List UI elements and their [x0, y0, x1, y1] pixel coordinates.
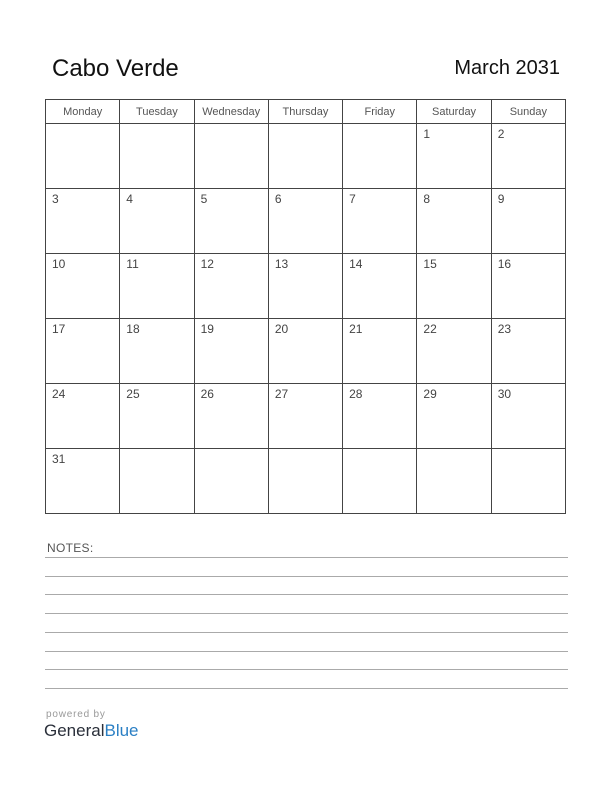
day-cell[interactable]: [417, 319, 491, 384]
day-number: 2: [497, 127, 505, 141]
note-line: [45, 669, 568, 670]
day-cell[interactable]: [194, 449, 268, 514]
day-number: 17: [52, 322, 66, 336]
day-number: 3: [52, 192, 59, 206]
calendar-grid: [45, 99, 566, 514]
day-cell[interactable]: [417, 124, 491, 189]
day-cell[interactable]: [491, 319, 565, 384]
day-number: 23: [497, 322, 512, 336]
day-number: 25: [126, 387, 140, 401]
day-number: 15: [423, 257, 437, 271]
day-cell[interactable]: [120, 449, 194, 514]
day-cell[interactable]: [417, 449, 491, 514]
powered-by-text: powered by: [46, 709, 106, 720]
day-number: 21: [349, 322, 363, 336]
day-cell[interactable]: [120, 384, 194, 449]
week-row: [46, 449, 566, 514]
day-number: 5: [200, 192, 208, 206]
day-cell[interactable]: [46, 124, 120, 189]
notes-label: NOTES:: [47, 541, 94, 555]
day-number: 24: [52, 387, 66, 401]
day-cell[interactable]: [343, 449, 417, 514]
weekday-monday: Monday: [46, 100, 120, 124]
weekday-friday: Friday: [343, 100, 417, 124]
day-cell[interactable]: [46, 384, 120, 449]
week-row: [46, 124, 566, 189]
note-line: [45, 613, 568, 614]
day-number: 16: [497, 257, 512, 271]
day-cell[interactable]: [491, 189, 565, 254]
day-number: 8: [423, 192, 431, 206]
week-row: [46, 254, 566, 319]
day-cell[interactable]: [491, 449, 565, 514]
day-cell[interactable]: [268, 384, 342, 449]
day-cell[interactable]: [120, 124, 194, 189]
day-cell[interactable]: [491, 124, 565, 189]
day-cell[interactable]: [417, 189, 491, 254]
day-number: 27: [274, 387, 289, 401]
note-line: [45, 632, 568, 633]
day-number: 28: [349, 387, 363, 401]
weekday-saturday: Saturday: [417, 100, 491, 124]
weekday-wednesday: Wednesday: [194, 100, 268, 124]
day-number: 13: [274, 257, 289, 271]
week-row: [46, 319, 566, 384]
day-cell[interactable]: [268, 319, 342, 384]
day-number: 29: [423, 387, 437, 401]
day-cell[interactable]: [343, 319, 417, 384]
day-cell[interactable]: [46, 254, 120, 319]
day-cell[interactable]: [120, 189, 194, 254]
day-number: 22: [423, 322, 437, 336]
day-cell[interactable]: [268, 124, 342, 189]
day-cell[interactable]: [46, 189, 120, 254]
day-cell[interactable]: [194, 384, 268, 449]
day-number: 30: [497, 387, 512, 401]
day-cell[interactable]: [343, 124, 417, 189]
day-cell[interactable]: [343, 254, 417, 319]
note-line: [45, 594, 568, 595]
day-number: 4: [126, 192, 133, 206]
day-cell[interactable]: [491, 254, 565, 319]
day-cell[interactable]: [417, 384, 491, 449]
day-number: 14: [349, 257, 363, 271]
day-number: 11: [126, 257, 139, 271]
weekday-header-row: [46, 100, 566, 124]
day-number: 6: [274, 192, 282, 206]
day-number: 12: [200, 257, 214, 271]
day-cell[interactable]: [194, 254, 268, 319]
day-cell[interactable]: [46, 449, 120, 514]
month-year-title: March 2031: [454, 57, 560, 79]
weekday-tuesday: Tuesday: [120, 100, 194, 124]
day-cell[interactable]: [194, 319, 268, 384]
day-cell[interactable]: [343, 384, 417, 449]
day-number: 7: [349, 192, 356, 206]
day-number: 20: [274, 322, 289, 336]
day-cell[interactable]: [46, 319, 120, 384]
weekday-thursday: Thursday: [268, 100, 342, 124]
day-number: 10: [52, 257, 66, 271]
brand-general: General: [44, 721, 105, 740]
day-cell[interactable]: [417, 254, 491, 319]
week-row: [46, 189, 566, 254]
day-cell[interactable]: [268, 254, 342, 319]
day-cell[interactable]: [343, 189, 417, 254]
day-cell[interactable]: [268, 449, 342, 514]
day-number: 1: [423, 127, 431, 141]
day-number: 31: [52, 452, 66, 466]
brand-blue: Blue: [104, 721, 139, 740]
day-number: 9: [497, 192, 505, 206]
note-line: [45, 688, 568, 689]
day-cell[interactable]: [194, 124, 268, 189]
day-cell[interactable]: [268, 189, 342, 254]
weekday-sunday: Sunday: [491, 100, 565, 124]
day-cell[interactable]: [120, 319, 194, 384]
note-line: [45, 557, 568, 558]
week-row: [46, 384, 566, 449]
brand-logo[interactable]: [44, 721, 139, 741]
day-number: 19: [200, 322, 214, 336]
note-line: [45, 651, 568, 652]
day-number: 18: [126, 322, 140, 336]
note-line: [45, 576, 568, 577]
day-cell[interactable]: [194, 189, 268, 254]
day-cell[interactable]: [491, 384, 565, 449]
day-number: 26: [200, 387, 214, 401]
country-title: Cabo Verde: [52, 55, 179, 82]
day-cell[interactable]: [120, 254, 194, 319]
